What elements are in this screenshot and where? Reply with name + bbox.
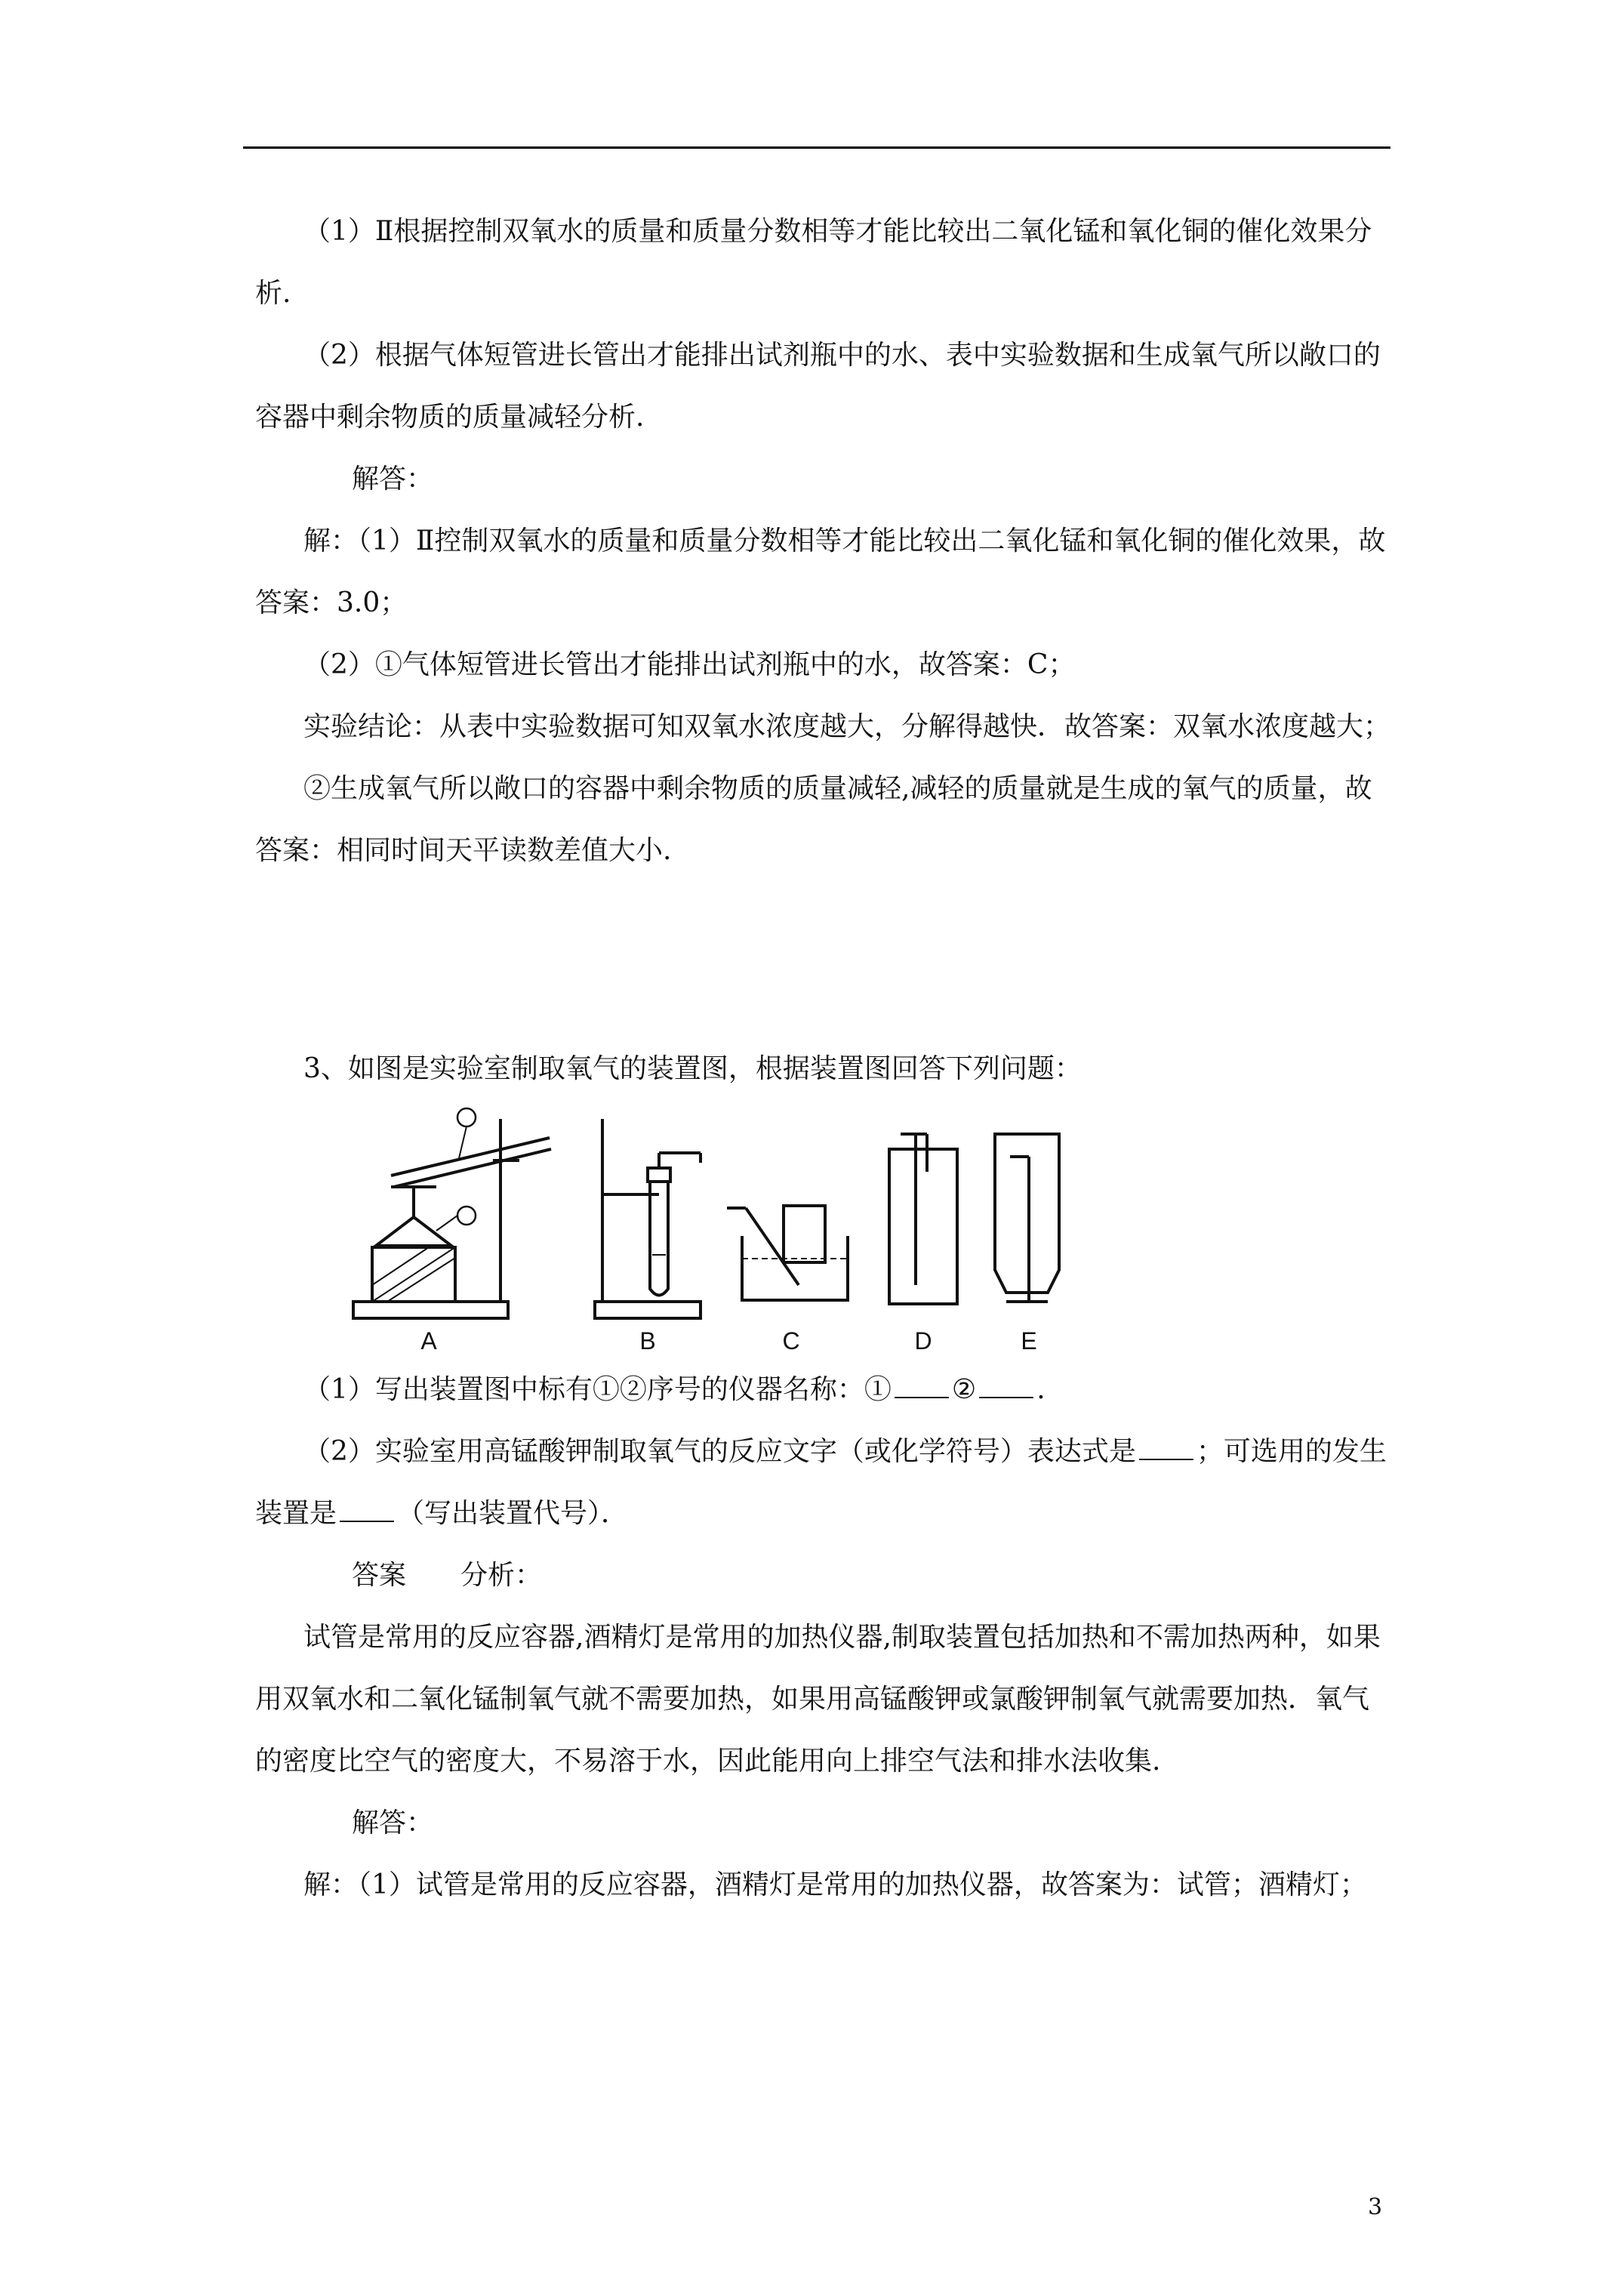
subquestion-1-mid: ② (951, 1374, 977, 1405)
label-b: B (639, 1327, 656, 1353)
label-e: E (1021, 1327, 1037, 1353)
apparatus-a (353, 1108, 551, 1318)
subquestion-1-prefix: （1）写出装置图中标有①②序号的仪器名称：① (303, 1374, 892, 1405)
question-3-stem-block (255, 1038, 1395, 1100)
label-a: A (420, 1327, 437, 1353)
label-c: C (782, 1327, 800, 1353)
conclusion-paragraph: 实验结论：从表中实验数据可知双氧水浓度越大，分解得越快．故答案：双氧水浓度越大； (303, 711, 1391, 742)
answer-blank-3 (1139, 1436, 1193, 1460)
subquestion-1-suffix: . (1036, 1374, 1046, 1405)
apparatus-c (727, 1206, 848, 1300)
page-number: 3 (1368, 2194, 1383, 2220)
answer-paragraph-1: 解：（1）Ⅱ控制双氧水的质量和质量分数相等才能比较出二氧化锰和氧化铜的催化效果，故答案：3.0； (255, 525, 1386, 618)
apparatus-d (889, 1134, 957, 1304)
answer-blank-4 (340, 1498, 394, 1522)
answer-analysis-heading: 答案 分析： (352, 1560, 543, 1591)
header-rule (243, 146, 1390, 149)
answer-blank-1 (895, 1374, 949, 1398)
question-3-stem: 3、如图是实验室制取氧气的装置图，根据装置图回答下列问题： (303, 1053, 1082, 1084)
answer-blank-2 (979, 1374, 1033, 1398)
apparatus-b (595, 1119, 701, 1318)
analysis-paragraph-2: （2）根据气体短管进长管出才能排出试剂瓶中的水、表中实验数据和生成氧气所以敞口的容器中剩余物质的质量减轻分析. (255, 340, 1381, 433)
solution-paragraph: 解：（1）试管是常用的反应容器，酒精灯是常用的加热仪器，故答案为：试管；酒精灯； (303, 1869, 1367, 1900)
label-d: D (914, 1327, 932, 1353)
apparatus-figure (346, 1104, 1116, 1353)
subquestion-2-suffix: （写出装置代号）． (397, 1498, 629, 1529)
subquestion-2 (255, 1421, 1395, 1545)
analysis-paragraph-1: （1）Ⅱ根据控制双氧水的质量和质量分数相等才能比较出二氧化锰和氧化铜的催化效果分析. (255, 216, 1372, 309)
subquestion-1 (255, 1359, 1395, 1421)
analysis-explanation: 试管是常用的反应容器,酒精灯是常用的加热仪器,制取装置包括加热和不需加热两种，如果用双氧水和二氧化锰制氧气就不需要加热，如果用高锰酸钾或氯酸钾制氧气就需要加热．氧气的密度比空气的密度大，不易溶于水，因此能用向上排空气法和排水法收集. (255, 1622, 1381, 1777)
subquestion-2-mid: ；可选用的发生装置是 (255, 1436, 1387, 1529)
solution-heading: 解答： (352, 1808, 434, 1838)
answer-heading: 解答： (352, 464, 434, 495)
apparatus-e (995, 1134, 1059, 1302)
answer-paragraph-3: ②生成氧气所以敞口的容器中剩余物质的质量减轻,减轻的质量就是生成的氧气的质量，故答案：相同时间天平读数差值大小. (255, 773, 1372, 866)
subquestion-2-prefix: （2）实验室用高锰酸钾制取氧气的反应文字（或化学符号）表达式是 (303, 1436, 1136, 1467)
question-3-subquestions (255, 1359, 1395, 1916)
answer-paragraph-2: （2）①气体短管进长管出才能排出试剂瓶中的水，故答案：C； (303, 649, 1076, 680)
solution-analysis-block (255, 201, 1395, 882)
